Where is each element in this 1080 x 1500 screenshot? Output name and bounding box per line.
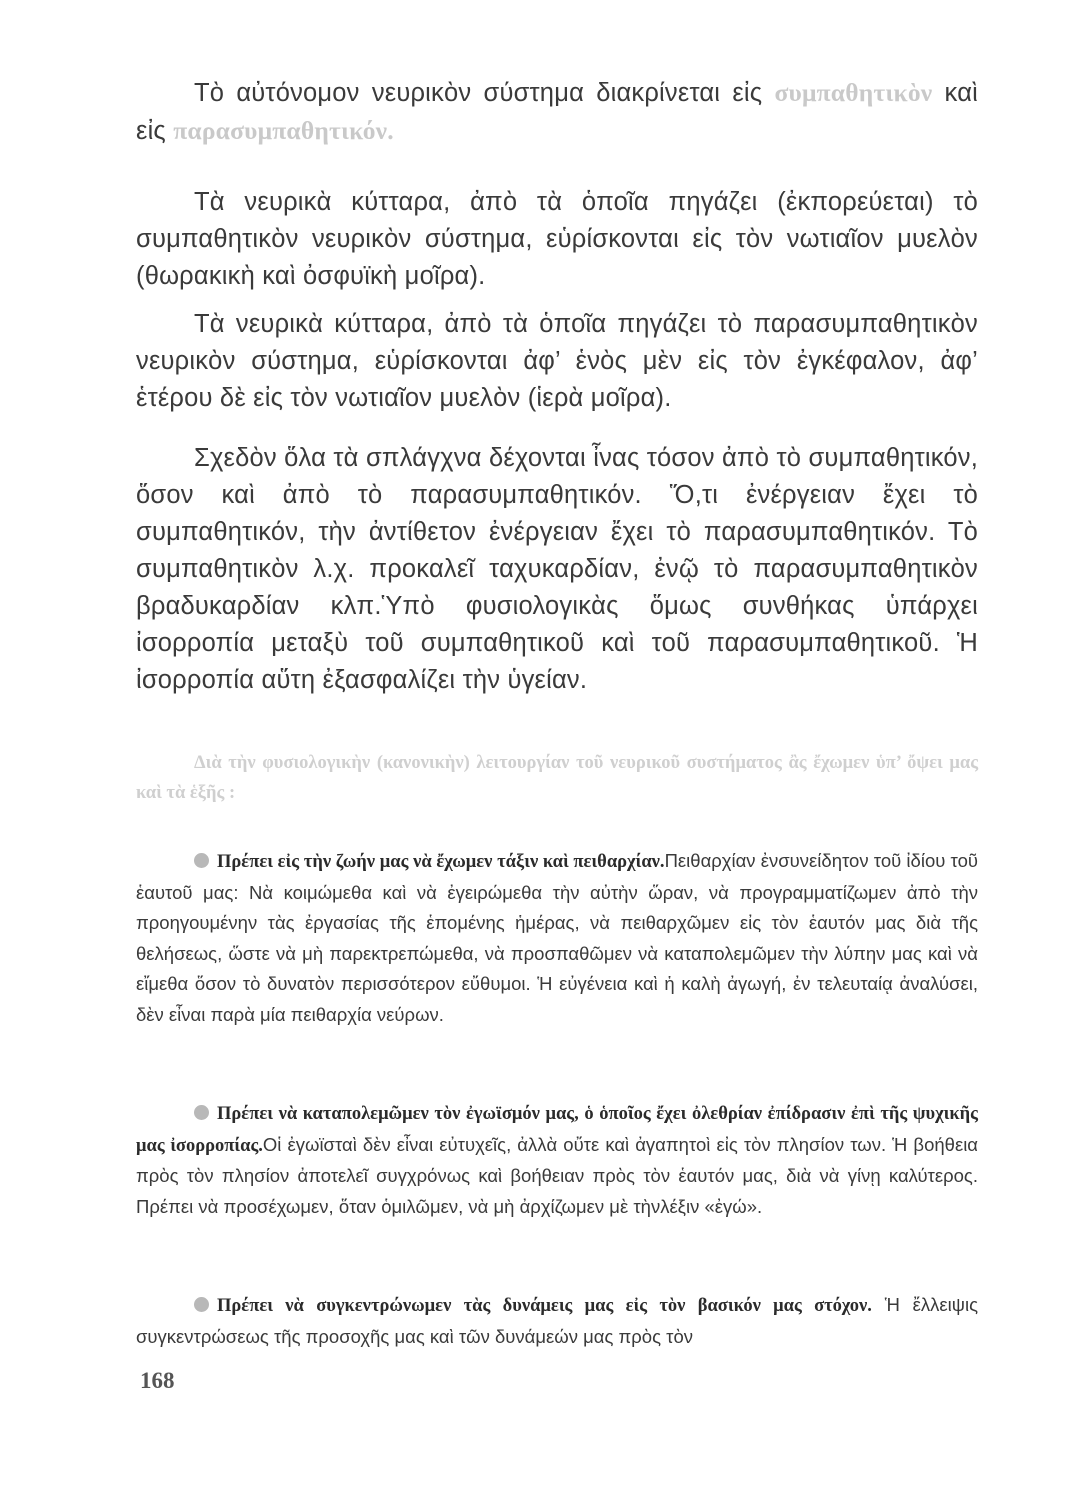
rule-heading: Πρέπει εἰς τὴν ζωήν μας νὰ ἔχωμεν τάξιν καὶ πειθαρχίαν. [217, 852, 665, 872]
page-number: 168 [140, 1368, 175, 1393]
bullet-icon [194, 1297, 209, 1312]
term-parasympathetic: παρασυμπαθητικόν. [173, 116, 394, 145]
paragraph-parasympathetic-origin: Τὰ νευρικὰ κύτταρα, ἀπὸ τὰ ὁποῖα πηγάζει τὸ παρασυμπαθητικὸν νευρικὸν σύστημα, εὑρίσκονται ἀφ’ ἑνὸς μὲν εἰς τὸν ἐγκέφαλον, ἀφ’ ἑτέρου δὲ εἰς τὸν νωτιαῖον μυελὸν (ἱερὰ μοῖρα). [136, 310, 978, 412]
rule-heading: Πρέπει νὰ καταπολεμῶμεν τὸν ἐγωϊσμόν μας, ὁ ὁποῖος ἔχει ὀλεθρίαν ἐπίδρασιν ἐπὶ τῆς ψυχικῆς μας ἰσορροπίας. [136, 1104, 978, 1156]
rule-heading: Πρέπει νὰ συγκεντρώνωμεν τὰς δυνάμεις μας εἰς τὸν βασικόν μας στόχον. [217, 1296, 872, 1316]
rule-focus [136, 1290, 978, 1352]
bullet-icon [194, 853, 209, 868]
intro-text: Τὸ αὐτόνομον νευρικὸν σύστημα διακρίνεται εἰς [194, 79, 775, 107]
bullet-icon [194, 1105, 209, 1120]
note-heading: Διὰ τὴν φυσιολογικὴν (κανονικὴν) λειτουργίαν τοῦ νευρικοῦ συστήματος ἂς ἔχωμεν ὑπ’ ὄψει μας καὶ τὰ ἑξῆς : [136, 753, 978, 803]
rule-body: Πειθαρχίαν ἐνσυνείδητον τοῦ ἰδίου τοῦ ἑαυτοῦ μας: Νὰ κοιμώμεθα καὶ νὰ ἐγειρώμεθα τὴν αὐτὴν ὥραν, νὰ προγραμματίζωμεν ἀπὸ τὴν προηγουμένην τὰς ἐργασίας τῆς ἑπομένης ἡμέρας, νὰ πειθαρχῶμεν εἰς τὸν ἑαυτόν μας διὰ τῆς θελήσεως, ὥστε νὰ μὴ παρεκτρεπώμεθα, νὰ προσπαθῶμεν νὰ καταπολεμῶμεν τὴν λύπην μας καὶ νὰ εἴμεθα ὅσον τὸ δυνατὸν περισσότερον εὔθυμοι. Ἡ εὐγένεια καὶ ἡ καλὴ ἀγωγή, ἐν τελευταίᾳ ἀναλύσει, δὲν εἶναι παρὰ μία πειθαρχία νεύρων. [136, 850, 978, 1025]
paragraph-autonomic-intro [136, 74, 978, 150]
rule-body: Ἡ ἔλλειψις συγκεντρώσεως τῆς προσοχῆς μας καὶ τῶν δυνάμεών μας πρὸς τὸν [136, 1294, 979, 1347]
paragraph-balance: Σχεδὸν ὅλα τὰ σπλάγχνα δέχονται ἶνας τόσον ἀπὸ τὸ συμπαθητικόν, ὅσον καὶ ἀπὸ τὸ παρασυμπαθητικόν. Ὅ,τι ἐνέργειαν ἔχει τὸ συμπαθητικόν, τὴν ἀντίθετον ἐνέργειαν ἔχει τὸ παρασυμπαθητικόν. Τὸ συμπαθητικὸν λ.χ. προκαλεῖ ταχυκαρδίαν, ἐνῷ τὸ παρασυμπαθητικὸν βραδυκαρδίαν κλπ.Ὑπὸ φυσιολογικὰς ὅμως συνθήκας ὑπάρχει ἰσορροπία μεταξὺ τοῦ συμπαθητικοῦ καὶ τοῦ παρασυμπαθητικοῦ. Ἡ ἰσορροπία αὕτη ἐξασφαλίζει τὴν ὑγείαν. [136, 444, 978, 694]
paragraph-sympathetic-origin: Τὰ νευρικὰ κύτταρα, ἀπὸ τὰ ὁποῖα πηγάζει (ἐκπορεύεται) τὸ συμπαθητικὸν νευρικὸν σύστημα, εὑρίσκονται εἰς τὸν νωτιαῖον μυελὸν (θωρακικὴ καὶ ὀσφυϊκὴ μοῖρα). [136, 188, 978, 290]
rule-egoism [136, 1098, 978, 1222]
term-sympathetic: συμπαθητικὸν [774, 78, 933, 107]
rule-body: Οἱ ἐγωϊσταὶ δὲν εἶναι εὐτυχεῖς, ἀλλὰ οὔτε καὶ ἀγαπητοὶ εἰς τὸν πλησίον των. Ἡ βοήθεια πρὸς τὸν πλησίον ἀποτελεῖ συγχρόνως καὶ βοήθειαν πρὸς τὸν ἑαυτόν μας, διὰ νὰ γίνῃ καλύτερος. Πρέπει νὰ προσέχωμεν, ὅταν ὁμιλῶμεν, νὰ μὴ ἀρχίζωμεν μὲ τὴνλέξιν «ἐγώ». [136, 1133, 978, 1217]
rule-discipline [136, 846, 978, 1030]
intro-conjunction: καὶ εἰς [136, 79, 979, 145]
